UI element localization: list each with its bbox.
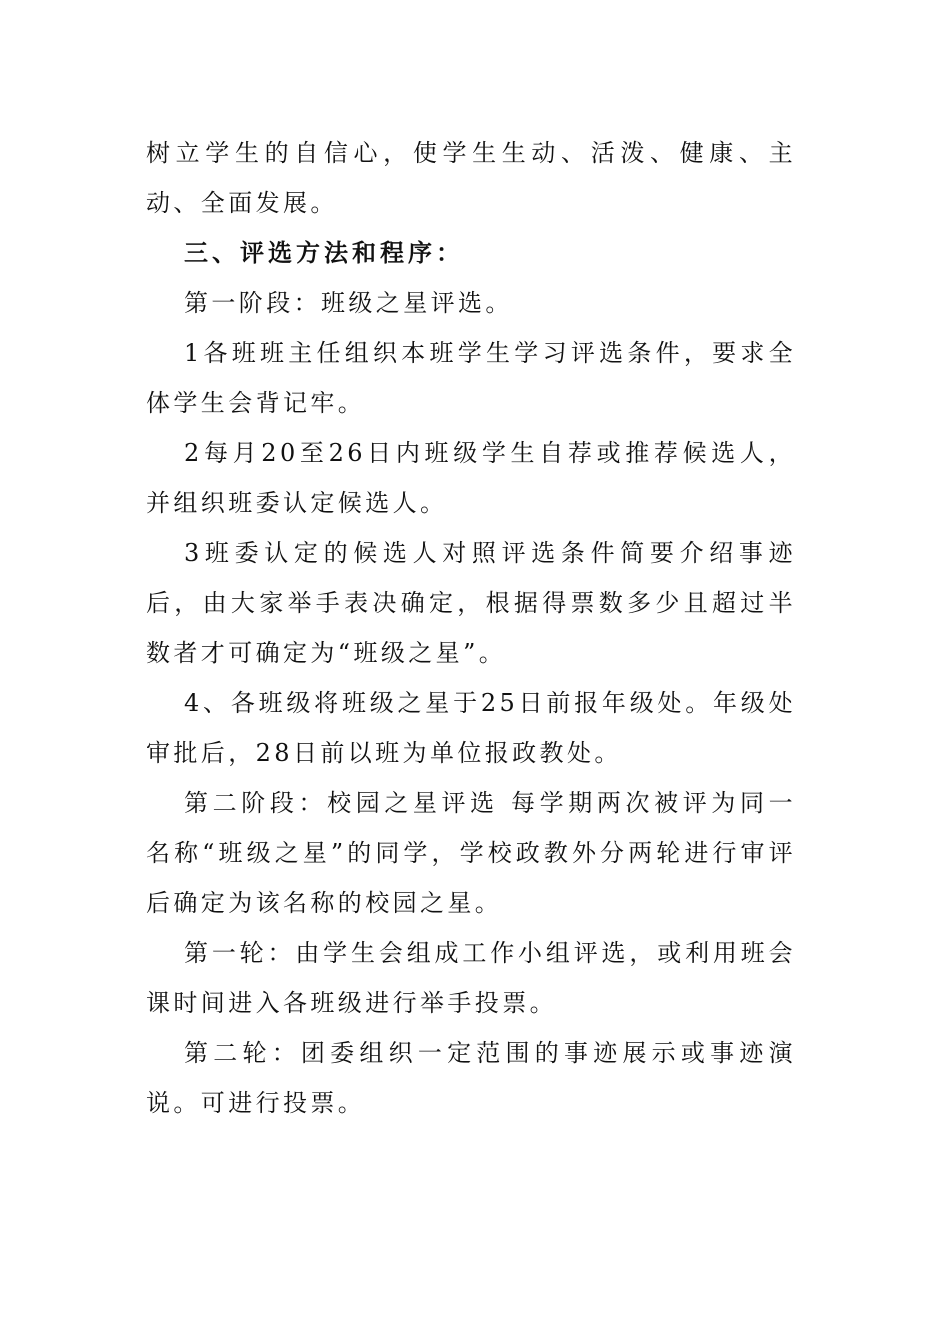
paragraph-step-2: 2每月20至26日内班级学生自荐或推荐候选人，并组织班委认定候选人。	[146, 439, 796, 517]
paragraph-round-two: 第二轮：团委组织一定范围的事迹展示或事迹演说。可进行投票。	[146, 1039, 796, 1117]
paragraph-round-one: 第一轮：由学生会组成工作小组评选，或利用班会课时间进入各班级进行举手投票。	[146, 939, 796, 1017]
paragraph-stage-two: 第二阶段：校园之星评选 每学期两次被评为同一名称“班级之星”的同学，学校政教外分两轮进行审评后确定为该名称的校园之星。	[146, 789, 796, 917]
paragraph-continuation: 树立学生的自信心，使学生生动、活泼、健康、主动、全面发展。	[146, 139, 796, 217]
section-heading: 三、评选方法和程序：	[184, 239, 464, 267]
paragraph-step-1: 1各班班主任组织本班学生学习评选条件，要求全体学生会背记牢。	[146, 339, 796, 417]
document-body	[146, 128, 796, 1128]
paragraph-step-4: 4、各班级将班级之星于25日前报年级处。年级处审批后，28日前以班为单位报政教处。	[146, 689, 796, 767]
paragraph-stage-one: 第一阶段：班级之星评选。	[184, 289, 513, 317]
paragraph-step-3: 3班委认定的候选人对照评选条件简要介绍事迹后，由大家举手表决确定，根据得票数多少且超过半数者才可确定为“班级之星”。	[146, 539, 796, 667]
